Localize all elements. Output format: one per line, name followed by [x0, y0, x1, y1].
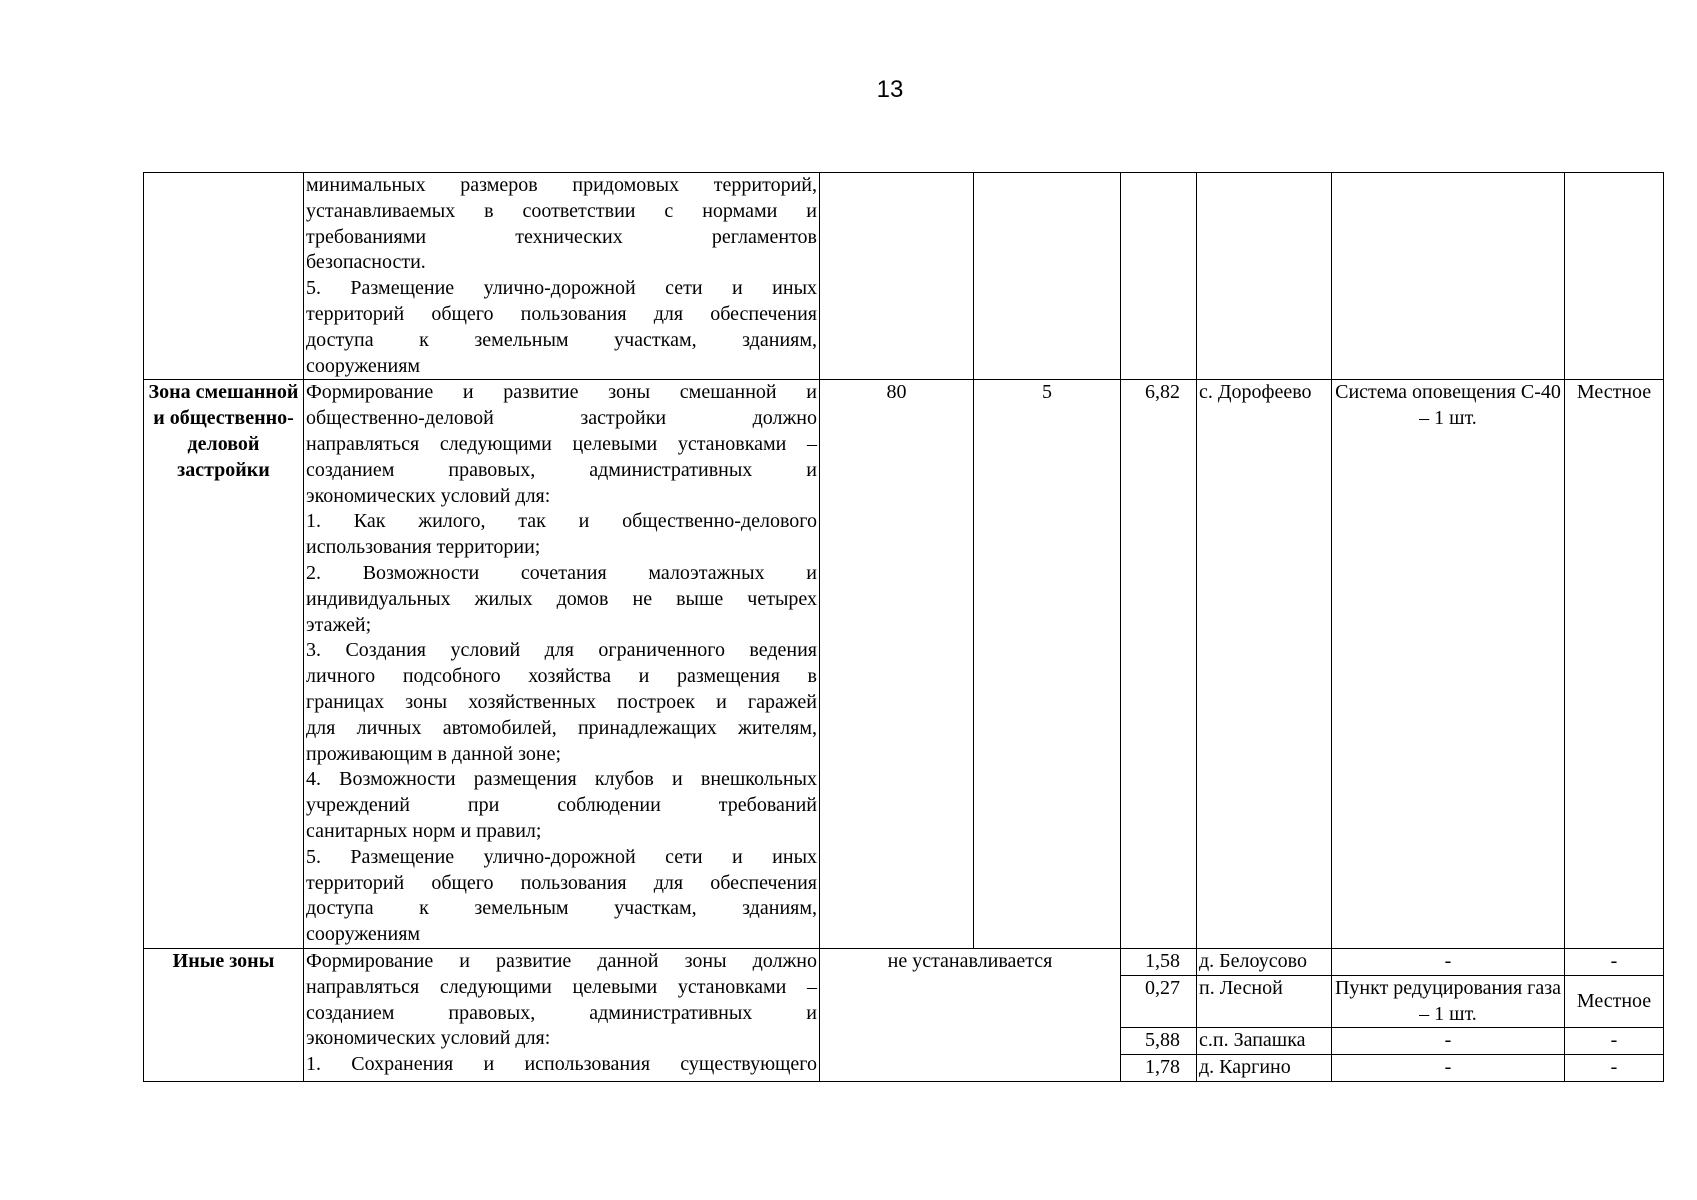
settlement-cell: д. Каргино	[1197, 1055, 1332, 1082]
text-line: территорий общего пользования для обеспечения	[306, 302, 817, 325]
text-line: Формирование и развитие данной зоны должно	[306, 949, 817, 972]
text-line: санитарных норм и правил;	[306, 819, 542, 842]
text-line: экономических условий для:	[306, 484, 551, 507]
facility-cell: -	[1332, 1055, 1565, 1082]
zone-name: Зона смешанной и общественно-деловой застройки	[144, 380, 304, 949]
regulations-cell	[304, 380, 820, 949]
significance-cell: Местное	[1565, 380, 1664, 949]
text-line: 5. Размещение улично-дорожной сети и иных	[306, 845, 817, 868]
text-line: общественно-деловой застройки должно	[306, 407, 817, 430]
page-number: 13	[876, 76, 904, 103]
text-line: границах зоны хозяйственных построек и гаражей	[306, 690, 817, 713]
text-line: для личных автомобилей, принадлежащих жителям,	[306, 716, 817, 739]
not-set-cell: не устанавливается	[820, 948, 1121, 1081]
regulations-cell	[304, 948, 820, 1081]
area-cell: 0,27	[1121, 975, 1197, 1028]
text-line: 5. Размещение улично-дорожной сети и иных	[306, 277, 817, 300]
text-line: 4. Возможности размещения клубов и внешкольных	[306, 768, 817, 791]
facility-cell	[1332, 173, 1565, 380]
value-cell: 5	[974, 380, 1121, 949]
area-cell: 1,78	[1121, 1055, 1197, 1082]
text-line: сооружениям	[306, 354, 421, 377]
text-line: созданием правовых, административных и	[306, 1001, 817, 1024]
significance-cell	[1565, 173, 1664, 380]
settlement-cell	[1197, 173, 1332, 380]
settlement-cell: п. Лесной	[1197, 975, 1332, 1028]
text-line: сооружениям	[306, 923, 421, 946]
text-line: проживающим в данной зоне;	[306, 742, 562, 765]
text-line: учреждений при соблюдении требований	[306, 794, 817, 817]
text-line: использования территории;	[306, 536, 541, 559]
zone-name-cell	[144, 173, 304, 380]
settlement-cell: с.п. Запашка	[1197, 1028, 1332, 1055]
significance-cell: -	[1565, 1028, 1664, 1055]
text-line: индивидуальных жилых домов не выше четырех	[306, 587, 817, 610]
text-line: доступа к земельным участкам, зданиям,	[306, 897, 817, 920]
area-cell: 1,58	[1121, 948, 1197, 975]
table-row-other-zones	[144, 948, 1664, 975]
significance-cell: Местное	[1565, 975, 1664, 1028]
text-line: 1. Как жилого, так и общественно-делового	[306, 510, 817, 533]
significance-cell: -	[1565, 948, 1664, 975]
value-cell	[974, 173, 1121, 380]
area-cell: 6,82	[1121, 380, 1197, 949]
text-line: безопасности.	[306, 251, 426, 274]
text-line: личного подсобного хозяйства и размещения в	[306, 665, 817, 688]
text-line: созданием правовых, административных и	[306, 458, 817, 481]
text-line: Формирование и развитие зоны смешанной и	[306, 381, 817, 404]
text-line: требованиями технических регламентов	[306, 225, 817, 248]
table-row-mixed-zone	[144, 380, 1664, 949]
text-line: 2. Возможности сочетания малоэтажных и	[306, 561, 817, 584]
facility-cell: -	[1332, 948, 1565, 975]
text-line: 3. Создания условий для ограниченного ведения	[306, 639, 817, 662]
facility-cell: Система оповещения С-40 – 1 шт.	[1332, 380, 1565, 949]
area-cell: 5,88	[1121, 1028, 1197, 1055]
text-line: экономических условий для:	[306, 1027, 551, 1050]
value-cell	[820, 173, 974, 380]
zones-table	[143, 172, 1664, 1082]
text-line: устанавливаемых в соответствии с нормами и	[306, 199, 817, 222]
text-line: направляться следующими целевыми установками –	[306, 432, 817, 455]
significance-cell: -	[1565, 1055, 1664, 1082]
area-cell	[1121, 173, 1197, 380]
zone-name: Иные зоны	[144, 948, 304, 1081]
text-line: территорий общего пользования для обеспечения	[306, 871, 817, 894]
text-line: минимальных размеров придомовых территорий,	[306, 174, 817, 196]
table-row-continuation	[144, 173, 1664, 380]
text-line: доступа к земельным участкам, зданиям,	[306, 328, 817, 351]
settlement-cell: с. Дорофеево	[1197, 380, 1332, 949]
text-line: направляться следующими целевыми установками –	[306, 975, 817, 998]
value-cell: 80	[820, 380, 974, 949]
text-line: этажей;	[306, 613, 372, 636]
regulations-cell	[304, 173, 820, 380]
text-line: 1. Сохранения и использования существующего	[306, 1053, 817, 1076]
facility-cell: Пункт редуцирования газа – 1 шт.	[1332, 975, 1565, 1028]
settlement-cell: д. Белоусово	[1197, 948, 1332, 975]
facility-cell: -	[1332, 1028, 1565, 1055]
